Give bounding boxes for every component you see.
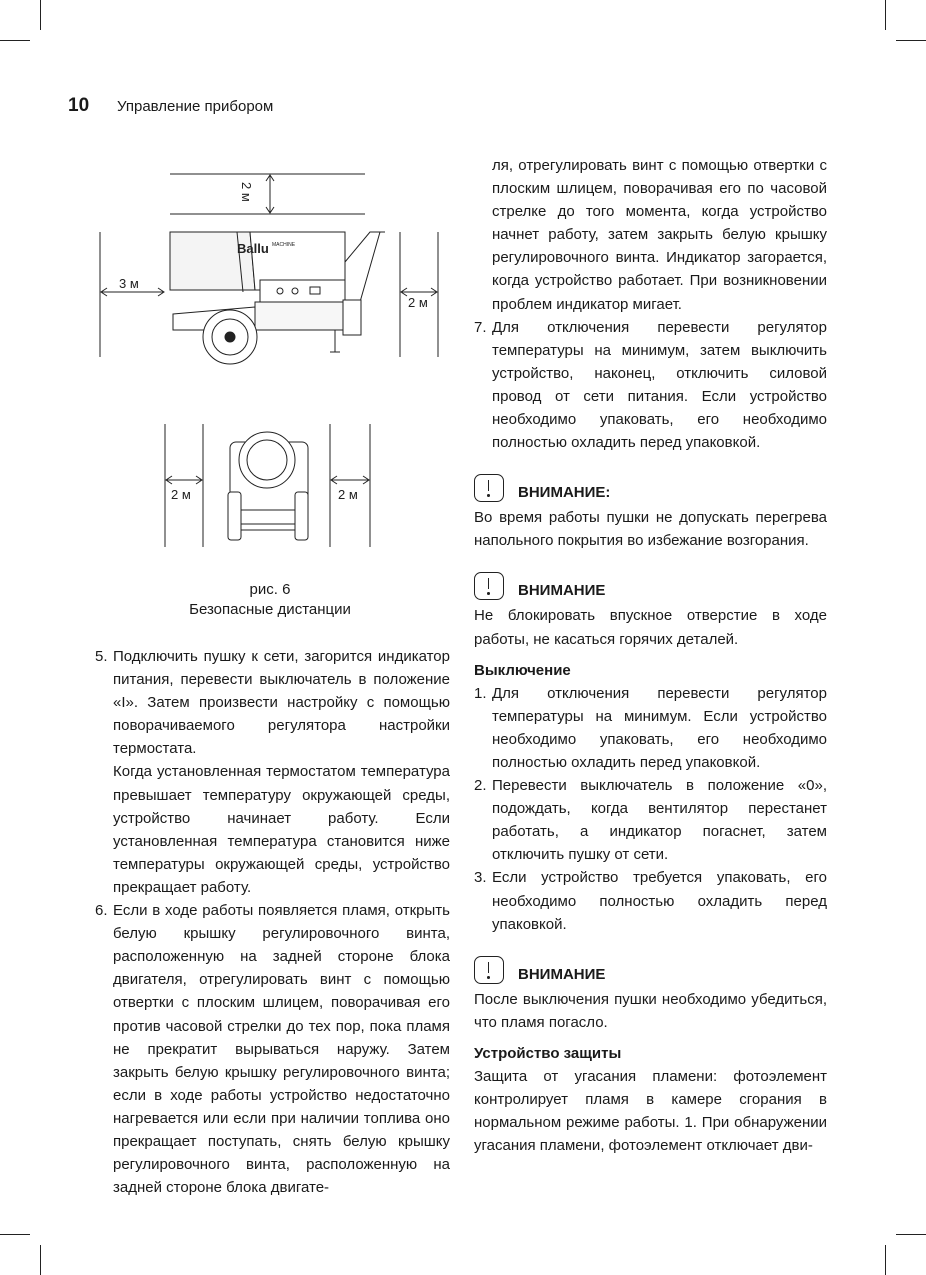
- crop-mark: [885, 1245, 886, 1275]
- list-item: [95, 645, 450, 899]
- dim-bottom-right-label: 2 м: [338, 487, 358, 502]
- brand-sub: MACHINE: [272, 242, 296, 248]
- warning-block: [474, 566, 827, 600]
- item-number: 5.: [95, 648, 108, 665]
- list-item: [474, 316, 827, 455]
- item-text: Когда установленная термостатом температура превышает температуру окружающей среды, устройство начинает работу. Если установленная температура становится ниже температуры окружающей среды, устройство прекращает работу.: [113, 763, 450, 896]
- crop-mark: [40, 1245, 41, 1275]
- protection-text: фотоэлемент контролирует пламя в камере сгорания в нормальном режиме работы. 1. При обнаружении угасания пламени, фотоэлемент отключает дви-: [474, 1068, 827, 1155]
- item-text: Если в ходе работы появляется пламя, открыть белую крышку регулировочного винта, расположенную на задней стороне блока двигателя, отрегулировать винт с помощью отвертки с плоским шлицем, поворачивая его против часовой стрелки до тех пор, пока пламя не прекратит вырываться наружу. Затем закрыть белую крышку регулировочного винта; если в ходе работы устройство недостаточно нагревается или если при наличии топлива оно прекращает поступать, снять белую крышку регулировочного винта, расположенную на задней стороне блока двигате-: [113, 902, 450, 1197]
- warning-text: После выключения пушки необходимо убедиться, что пламя погасло.: [474, 990, 827, 1031]
- section-title: Управление прибором: [117, 98, 274, 115]
- caption-number: рис. 6: [249, 581, 291, 598]
- control-panel: [260, 280, 345, 302]
- right-column: [474, 154, 827, 1157]
- wheel-hub: [225, 332, 235, 342]
- warning-text: Не блокировать впускное отверстие в ходе работы, не касаться горячих деталей.: [474, 607, 827, 648]
- warning-title: ВНИМАНИЕ:: [518, 484, 611, 502]
- left-column: [95, 645, 450, 1199]
- dim-left-label: 3 м: [119, 276, 139, 291]
- list-item: [95, 899, 450, 1199]
- figure-caption: [95, 580, 445, 620]
- crop-mark: [0, 40, 30, 41]
- list-item: [474, 866, 827, 935]
- caption-title: Безопасные дистанции: [189, 601, 351, 618]
- item-text: Если устройство требуется упаковать, его необходимо полностью охладить перед упаковкой.: [492, 869, 827, 933]
- warning-icon: [474, 572, 504, 600]
- warning-icon: [474, 956, 504, 984]
- safety-distance-figure: [95, 162, 445, 622]
- warning-title: ВНИМАНИЕ: [518, 965, 606, 983]
- item-number: 7.: [474, 318, 487, 336]
- crop-mark: [40, 0, 41, 30]
- fuel-filter: [343, 300, 361, 335]
- warning-title: ВНИМАНИЕ: [518, 582, 606, 600]
- protection-heading: Устройство защиты: [474, 1044, 622, 1062]
- dim-bottom-left-label: 2 м: [171, 487, 191, 502]
- crop-mark: [896, 1234, 926, 1235]
- protection-paragraph: [474, 1065, 827, 1157]
- dim-right-label: 2 м: [408, 295, 428, 310]
- dim-top-label: 2 м: [239, 182, 254, 202]
- crop-mark: [896, 40, 926, 41]
- item-number: 6.: [95, 902, 108, 920]
- item-number: 2.: [474, 777, 487, 795]
- warning-block: [474, 468, 827, 502]
- rear-wheel: [228, 492, 241, 540]
- rear-wheel: [295, 492, 308, 540]
- warning-block: [474, 950, 827, 984]
- item-number: 3.: [474, 869, 487, 887]
- list-item: [474, 682, 827, 774]
- heater-diagram: [95, 162, 445, 622]
- item-text: Для отключения перевести регулятор температуры на минимум, затем выключить устройство, наконец, отключить силовой провод от сети питания. Если устройство необходимо упаковать, его необходимо полностью охладить перед упаковкой.: [492, 318, 827, 452]
- continuation-text: ля, отрегулировать винт с помощью отвертки с плоским шлицем, поворачивая его по часовой стрелке до того момента, когда устройство начнет работу, затем закрыть белую крышку регулировочного винта. Индикатор загорается, когда устройство работает. При возникновении проблем индикатор мигает.: [492, 157, 827, 313]
- warning-icon: [474, 474, 504, 502]
- item-text: Для отключения перевести регулятор температуры на минимум. Если устройство необходимо упаковать, его необходимо полностью охладить перед упаковкой.: [492, 684, 827, 771]
- engine-block: [255, 302, 345, 330]
- item-number: 1.: [474, 684, 487, 702]
- warning-text: Во время работы пушки не допускать перегрева напольного покрытия во избежание возгорания.: [474, 509, 827, 550]
- shutdown-heading: Выключение: [474, 661, 571, 679]
- protection-label: Защита от угасания пламени:: [474, 1068, 718, 1085]
- item-text: Подключить пушку к сети, загорится индикатор питания, перевести выключатель в положение «I». Затем произвести настройку с помощью поворачиваемого регулятора настройки термостата.: [113, 648, 450, 758]
- list-item: [474, 774, 827, 866]
- item-text: Перевести выключатель в положение «0», подождать, когда вентилятор перестанет работать, а индикатор погаснет, затем отключить пушку от сети.: [492, 777, 827, 864]
- brand-logo: Ballu: [237, 241, 269, 256]
- handle-frame: [345, 232, 385, 302]
- crop-mark: [0, 1234, 30, 1235]
- support-leg: [330, 330, 340, 352]
- page-number: 10: [68, 95, 90, 116]
- crop-mark: [885, 0, 886, 30]
